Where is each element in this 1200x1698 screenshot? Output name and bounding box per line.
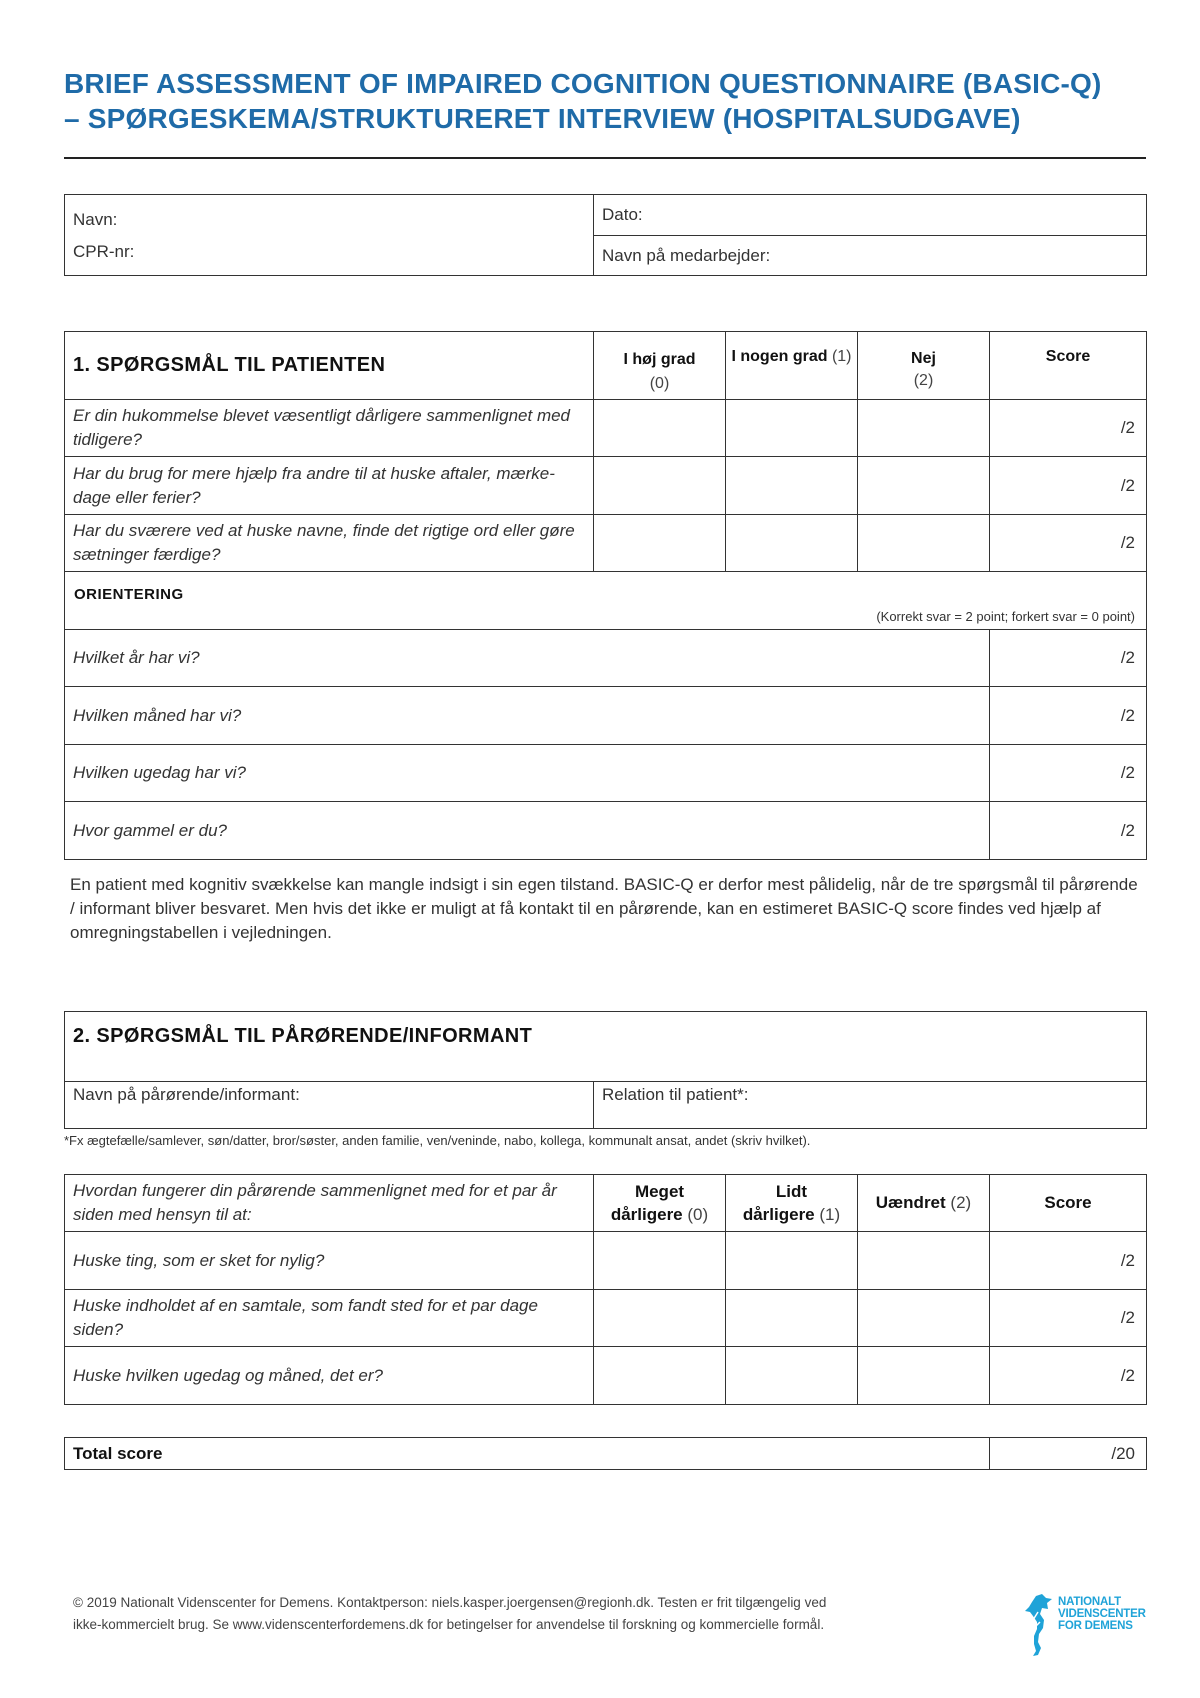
section1-title: 1. SPØRGSMÅL TIL PATIENTEN xyxy=(73,354,386,376)
patient-info-table xyxy=(64,194,1147,276)
score-cell[interactable]: /2 xyxy=(990,802,1147,860)
table-row xyxy=(65,630,1147,687)
col-header-score xyxy=(990,1175,1147,1232)
col-lidt-label-2: dårligere xyxy=(742,1205,815,1224)
col-header-meget-darligere xyxy=(594,1175,726,1232)
question-text: Er din hukommelse blevet væsentligt dårligere sammenlignet med tidligere? xyxy=(65,400,594,457)
staff-name-field[interactable] xyxy=(594,236,1147,276)
section2-title: 2. SPØRGSMÅL TIL PÅRØRENDE/INFORMANT xyxy=(73,1025,533,1047)
col-header-uaendret xyxy=(858,1175,990,1232)
score-cell[interactable]: /2 xyxy=(990,1232,1147,1290)
score-cell[interactable]: /2 xyxy=(990,745,1147,802)
score-cell[interactable]: /2 xyxy=(990,1347,1147,1405)
title-line-2: – SPØRGESKEMA/STRUKTURERET INTERVIEW (HOSPITALSUDGAVE) xyxy=(64,103,1021,134)
orientation-question: Hvilken måned har vi? xyxy=(65,687,990,745)
section1-title-cell xyxy=(65,332,594,400)
score-cell[interactable]: /2 xyxy=(990,630,1147,687)
logo-line-1: NATIONALT xyxy=(1058,1596,1121,1608)
table-row xyxy=(65,457,1147,515)
info-paragraph: En patient med kognitiv svækkelse kan mangle indsigt i sin egen tilstand. BASIC-Q er derfor mest pålidelig, når de tre spørgsmål til pårørende / informant bliver besvaret. Men hvis det ikke er muligt at få kontakt til en pårørende, kan en estimeret BASIC-Q score findes ved hjælp af omregningstabellen i vejledningen. xyxy=(70,875,1138,942)
informant-questions-table xyxy=(64,1174,1147,1405)
cpr-label: CPR-nr: xyxy=(73,242,135,261)
orientation-header-cell xyxy=(65,572,1147,630)
seahorse-icon xyxy=(1022,1592,1056,1660)
col-score-label: Score xyxy=(1045,348,1091,365)
question-text: Huske hvilken ugedag og måned, det er? xyxy=(65,1347,594,1405)
footer-line-2: ikke-kommercielt brug. Se www.videnscenterfordemens.dk for betingelser for anvendelse til forskning og kommercielle formål. xyxy=(73,1617,825,1632)
col-uaendret-score: (2) xyxy=(950,1193,972,1212)
answer-cell-uaendret[interactable] xyxy=(858,1347,990,1405)
total-score-label: Total score xyxy=(65,1438,990,1470)
date-field[interactable] xyxy=(594,195,1147,236)
col-hoj-label: I høj grad xyxy=(623,351,696,368)
logo xyxy=(1022,1592,1152,1660)
relation-footnote: *Fx ægtefælle/samlever, søn/datter, bror/søster, anden familie, ven/veninde, nabo, kollega, kommunalt ansat, andet (skriv hvilket). xyxy=(64,1133,811,1148)
informant-info-table xyxy=(64,1011,1147,1129)
answer-cell-hoj[interactable] xyxy=(594,400,726,457)
answer-cell-nogen[interactable] xyxy=(726,515,858,572)
orientation-question: Hvilken ugedag har vi? xyxy=(65,745,990,802)
answer-cell-meget[interactable] xyxy=(594,1290,726,1347)
col-nogen-label: I nogen grad xyxy=(731,348,828,365)
answer-cell-meget[interactable] xyxy=(594,1232,726,1290)
patient-name-label: Navn: xyxy=(73,210,118,229)
answer-cell-uaendret[interactable] xyxy=(858,1290,990,1347)
section2-title-cell xyxy=(65,1012,1147,1082)
logo-line-3: FOR DEMENS xyxy=(1058,1620,1133,1632)
score-cell[interactable]: /2 xyxy=(990,687,1147,745)
col-score-label: Score xyxy=(1044,1193,1092,1212)
col-nogen-score: (1) xyxy=(831,348,852,365)
table-row xyxy=(65,745,1147,802)
score-cell[interactable]: /2 xyxy=(990,457,1147,515)
title-divider xyxy=(64,157,1146,159)
answer-cell-nej[interactable] xyxy=(858,457,990,515)
answer-cell-hoj[interactable] xyxy=(594,457,726,515)
col-header-hoj-grad xyxy=(594,332,726,400)
score-cell[interactable]: /2 xyxy=(990,1290,1147,1347)
col-header-lidt-darligere xyxy=(726,1175,858,1232)
patient-questions-table xyxy=(64,331,1147,860)
col-nej-label: Nej xyxy=(911,350,936,367)
answer-cell-lidt[interactable] xyxy=(726,1232,858,1290)
question-text: Har du brug for mere hjælp fra andre til at huske aftaler, mærke-dage eller ferier? xyxy=(65,457,594,515)
col-hoj-score: (0) xyxy=(649,375,670,392)
col-lidt-label-1: Lidt xyxy=(775,1182,808,1201)
answer-cell-nogen[interactable] xyxy=(726,400,858,457)
table-row xyxy=(65,1232,1147,1290)
staff-name-label: Navn på medarbejder: xyxy=(602,245,771,265)
relation-field[interactable] xyxy=(594,1082,1147,1129)
orientation-note: (Korrekt svar = 2 point; forkert svar = 0 point) xyxy=(876,609,1135,624)
question-text: Huske indholdet af en samtale, som fandt sted for et par dage siden? xyxy=(65,1290,594,1347)
total-score-table xyxy=(64,1437,1147,1470)
col-meget-label-1: Meget xyxy=(634,1182,685,1201)
score-cell[interactable]: /2 xyxy=(990,400,1147,457)
col-meget-score: (0) xyxy=(687,1205,709,1224)
answer-cell-uaendret[interactable] xyxy=(858,1232,990,1290)
col-header-nej xyxy=(858,332,990,400)
col-uaendret-label: Uændret xyxy=(875,1193,946,1212)
footer-copyright xyxy=(73,1592,953,1636)
patient-name-cpr-cell[interactable] xyxy=(65,195,594,276)
logo-line-2: VIDENSCENTER xyxy=(1058,1608,1146,1620)
col-nej-score: (2) xyxy=(913,372,934,389)
answer-cell-lidt[interactable] xyxy=(726,1290,858,1347)
page-title xyxy=(64,66,1144,136)
title-line-1: BRIEF ASSESSMENT OF IMPAIRED COGNITION QUESTIONNAIRE (BASIC-Q) xyxy=(64,68,1102,99)
logo-text xyxy=(1058,1596,1146,1632)
table-row xyxy=(65,687,1147,745)
answer-cell-nej[interactable] xyxy=(858,515,990,572)
informant-name-field[interactable] xyxy=(65,1082,594,1129)
orientation-question: Hvor gammel er du? xyxy=(65,802,990,860)
question-text: Huske ting, som er sket for nylig? xyxy=(65,1232,594,1290)
question-text: Har du sværere ved at huske navne, finde det rigtige ord eller gøre sætninger færdige? xyxy=(65,515,594,572)
col-header-nogen-grad xyxy=(726,332,858,400)
table-row xyxy=(65,1290,1147,1347)
answer-cell-nej[interactable] xyxy=(858,400,990,457)
informant-question-header: Hvordan fungerer din pårørende sammenlignet med for et par år siden med hensyn til at: xyxy=(65,1175,594,1232)
table-row xyxy=(65,400,1147,457)
relation-label: Relation til patient*: xyxy=(602,1085,749,1104)
answer-cell-hoj[interactable] xyxy=(594,515,726,572)
table-row xyxy=(65,802,1147,860)
answer-cell-meget[interactable] xyxy=(594,1347,726,1405)
total-score-cell[interactable]: /20 xyxy=(990,1438,1147,1470)
score-cell[interactable]: /2 xyxy=(990,515,1147,572)
footer-line-1: © 2019 Nationalt Videnscenter for Demens. Kontaktperson: niels.kasper.joergensen@regionh.dk. Testen er frit tilgængelig ved xyxy=(73,1595,827,1610)
date-label: Dato: xyxy=(602,205,643,224)
answer-cell-nogen[interactable] xyxy=(726,457,858,515)
orientation-title: ORIENTERING xyxy=(74,586,184,603)
orientation-header-row xyxy=(65,572,1147,630)
table-row xyxy=(65,515,1147,572)
col-lidt-score: (1) xyxy=(819,1205,841,1224)
orientation-question: Hvilket år har vi? xyxy=(65,630,990,687)
col-header-score xyxy=(990,332,1147,400)
informant-name-label: Navn på pårørende/informant: xyxy=(73,1085,300,1104)
answer-cell-lidt[interactable] xyxy=(726,1347,858,1405)
col-meget-label-2: dårligere xyxy=(610,1205,683,1224)
table-row xyxy=(65,1347,1147,1405)
